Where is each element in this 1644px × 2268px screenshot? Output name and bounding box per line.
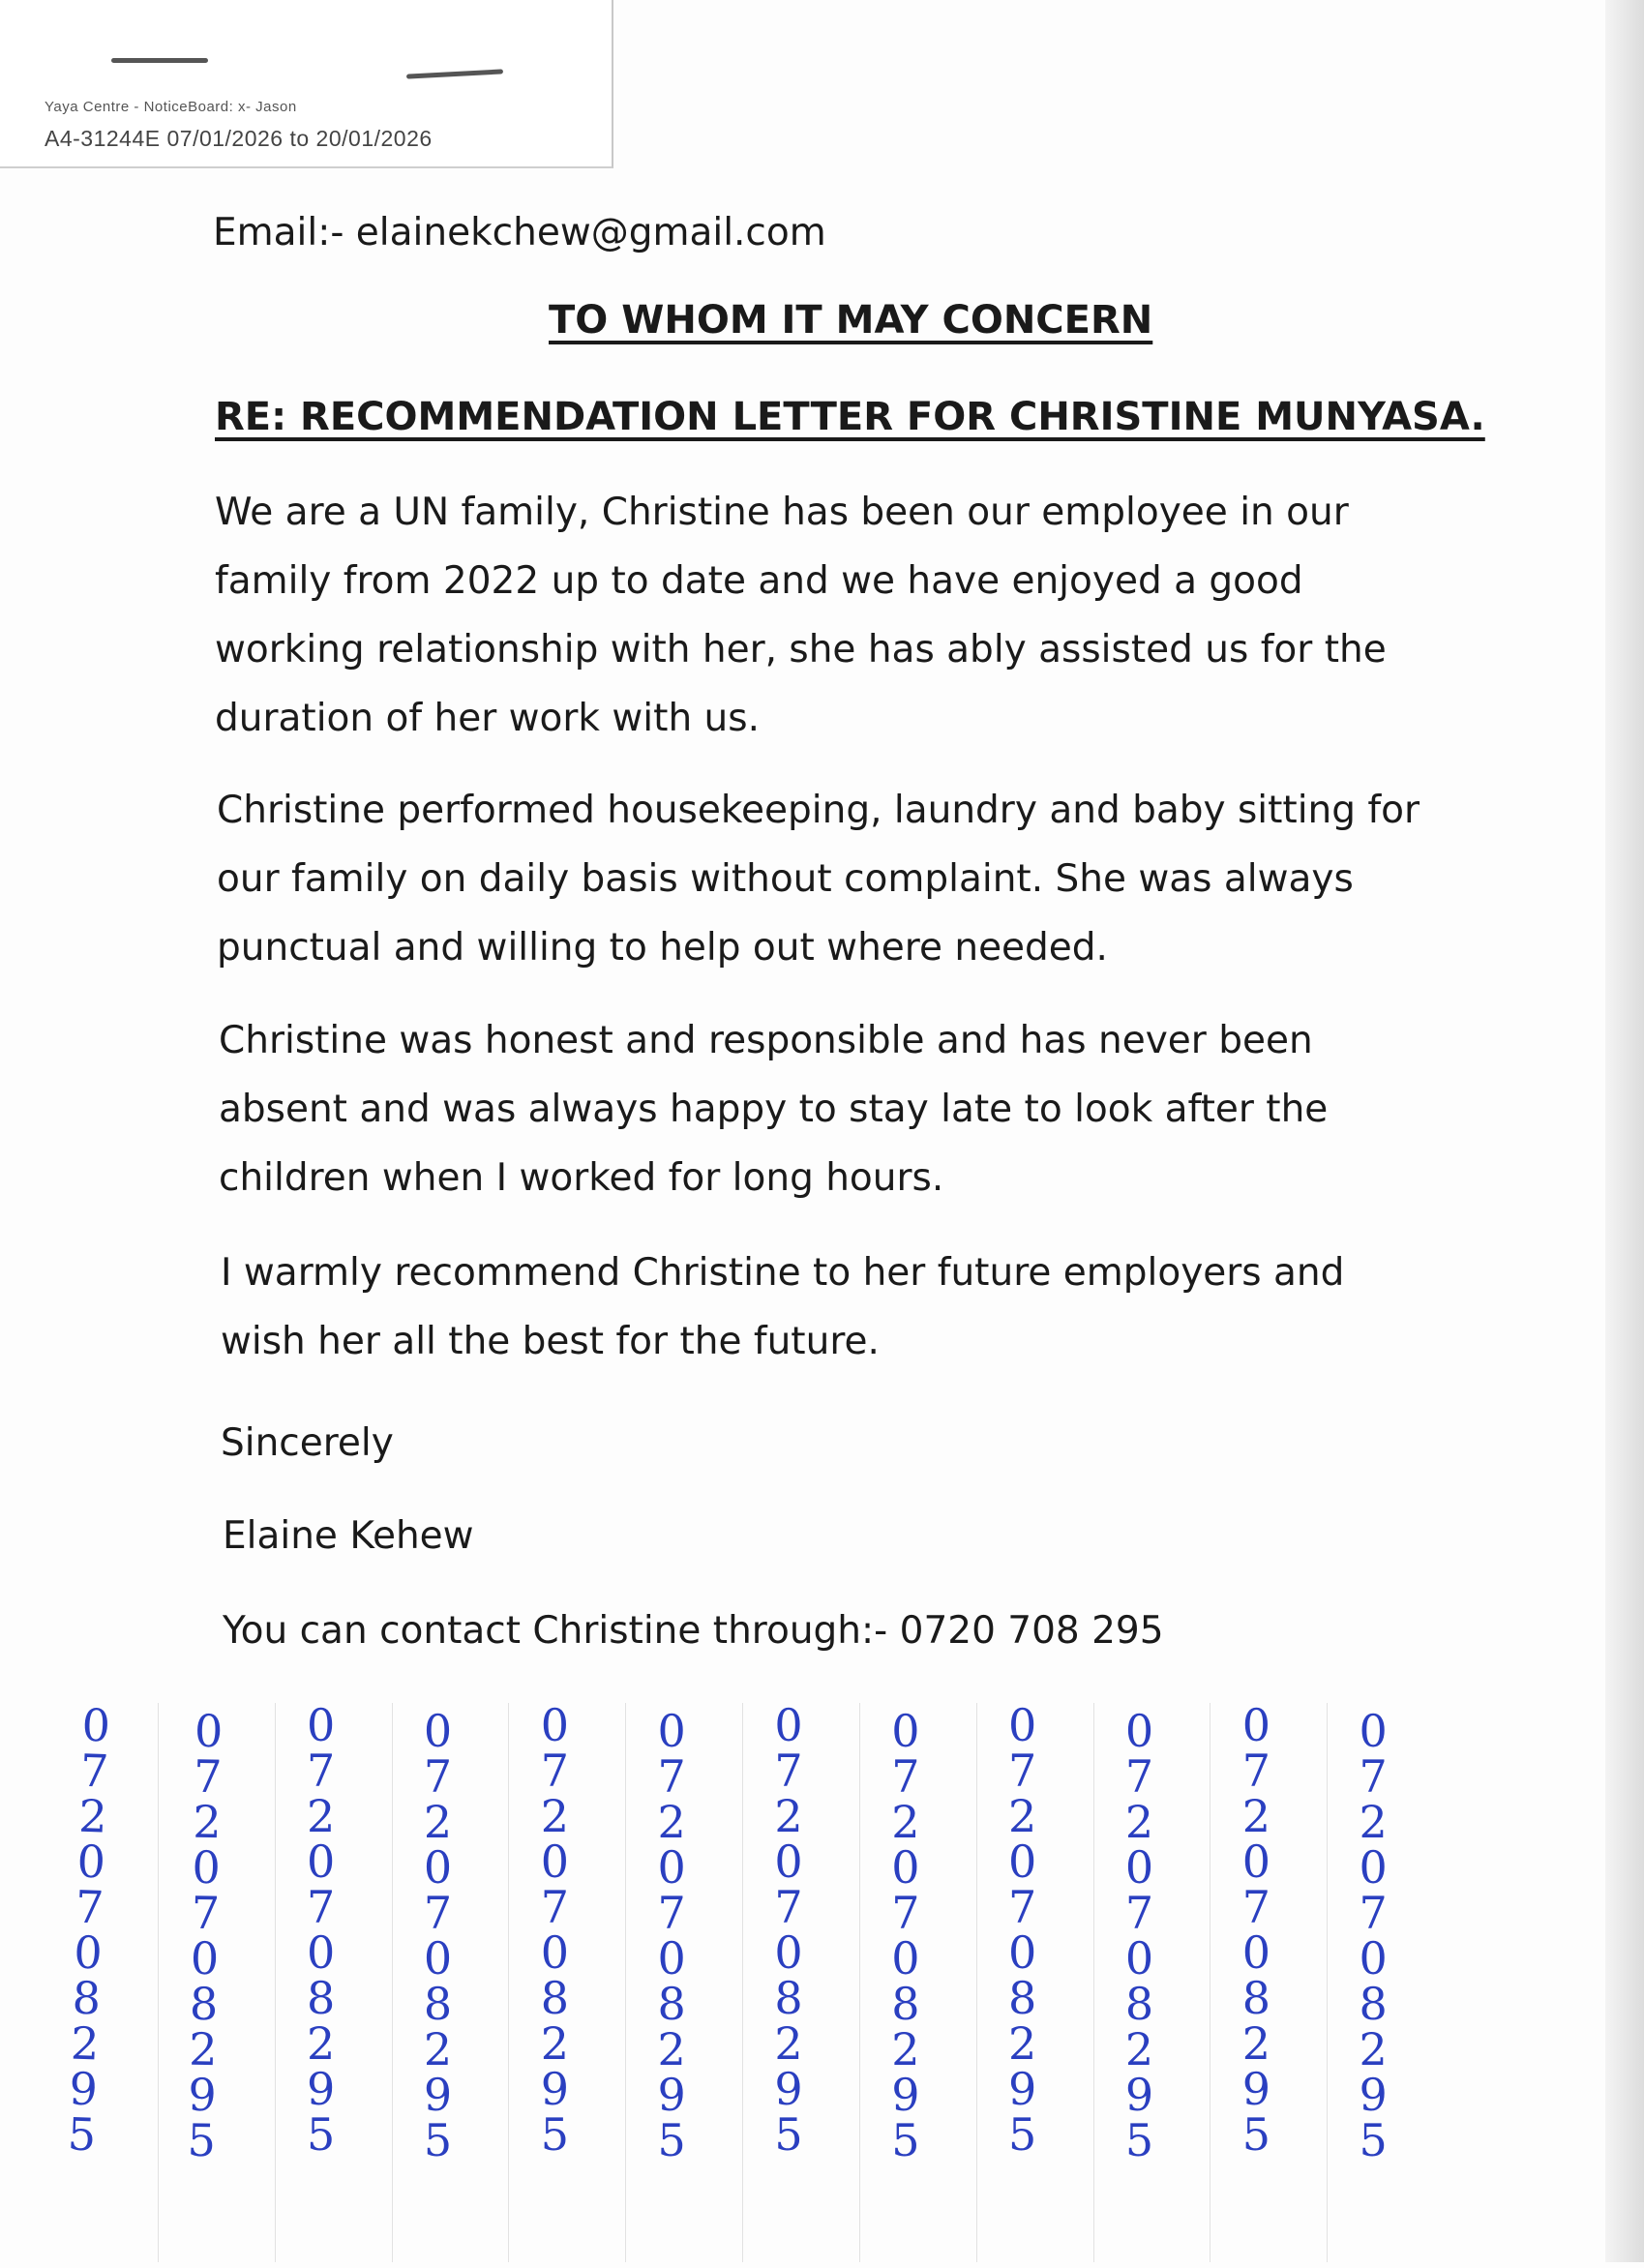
tab-digit: 2 (1008, 2017, 1037, 2070)
tab-digit: 0 (657, 1932, 686, 1984)
tab-digit: 0 (1124, 1705, 1154, 1757)
tab-digit: 7 (1124, 1887, 1154, 1939)
tab-digit: 2 (1241, 2017, 1270, 2070)
tab-digit: 7 (79, 1744, 110, 1798)
tab-digit: 0 (423, 1841, 453, 1894)
paragraph-line: children when I worked for long hours. (219, 1156, 944, 1200)
tab-digit: 8 (1241, 1972, 1270, 2024)
tab-digit: 5 (540, 2108, 569, 2161)
paragraph-line: Christine performed housekeeping, laundry and baby sitting for (217, 789, 1420, 832)
tab-digit: 0 (540, 1926, 569, 1979)
tab-digit: 8 (307, 1972, 336, 2024)
tab-digit: 8 (1359, 1978, 1388, 2030)
tab-digit: 7 (423, 1887, 453, 1939)
noticeboard-stamp (0, 0, 613, 168)
paragraph-3 (219, 1006, 1328, 1212)
email-line: Email:- elainekchew@gmail.com (213, 211, 826, 254)
paragraph-line: duration of her work with us. (215, 697, 760, 740)
tear-off-tab[interactable] (409, 1705, 467, 2268)
tear-off-tab[interactable] (292, 1699, 350, 2262)
tab-digit: 0 (891, 1705, 920, 1757)
tab-cut-line (625, 1703, 626, 2262)
tab-digit: 8 (71, 1971, 103, 2025)
tab-digit: 7 (193, 1749, 223, 1804)
tab-digit: 2 (423, 2023, 453, 2075)
tab-digit: 5 (774, 2108, 803, 2161)
tab-digit: 9 (891, 2069, 920, 2121)
tab-digit: 7 (1241, 1881, 1270, 1933)
tab-digit: 0 (80, 1698, 111, 1752)
paragraph-line: We are a UN family, Christine has been our employee in our (215, 491, 1349, 534)
tab-digit: 0 (540, 1835, 569, 1888)
tab-digit: 0 (73, 1925, 104, 1980)
signature-name: Elaine Kehew (223, 1514, 474, 1558)
tab-digit: 2 (891, 2023, 920, 2075)
paragraph-1 (215, 478, 1387, 753)
tab-digit: 7 (307, 1881, 336, 1933)
tear-off-tab[interactable] (994, 1699, 1052, 2262)
tab-digit: 5 (657, 2114, 686, 2166)
tab-digit: 9 (540, 2063, 569, 2115)
tab-digit: 2 (77, 1789, 108, 1843)
tab-digit: 0 (191, 1840, 222, 1895)
stamp-location: Yaya Centre - NoticeBoard: x- Jason (45, 99, 297, 115)
tab-digit: 8 (189, 1977, 219, 2031)
tab-digit: 7 (657, 1887, 686, 1939)
paragraph-line: punctual and willing to help out where needed. (217, 926, 1108, 970)
closing: Sincerely (221, 1421, 394, 1465)
tab-digit: 0 (891, 1841, 920, 1894)
tab-digit: 8 (1008, 1972, 1037, 2024)
paragraph-line: I warmly recommend Christine to her future employers and (221, 1251, 1345, 1295)
tab-digit: 0 (75, 1835, 106, 1889)
tab-cut-line (158, 1703, 159, 2262)
tab-digit: 0 (891, 1932, 920, 1984)
tab-cut-line (392, 1703, 393, 2262)
tab-digit: 7 (1359, 1887, 1388, 1939)
paragraph-2 (217, 776, 1420, 982)
tab-digit: 7 (423, 1750, 453, 1803)
tab-digit: 7 (891, 1750, 920, 1803)
redaction-mark (111, 58, 208, 63)
tab-digit: 0 (774, 1835, 803, 1888)
tab-digit: 0 (1359, 1705, 1388, 1757)
tab-digit: 7 (1241, 1745, 1270, 1797)
tab-digit: 2 (1359, 2023, 1388, 2075)
tab-digit: 0 (307, 1835, 336, 1888)
tab-cut-line (742, 1703, 743, 2262)
tab-digit: 9 (1008, 2063, 1037, 2115)
paragraph-line: working relationship with her, she has ably assisted us for the (215, 628, 1387, 671)
tab-digit: 2 (70, 2016, 101, 2071)
tab-digit: 9 (68, 2062, 99, 2116)
tab-digit: 2 (307, 1790, 336, 1842)
salutation-heading: TO WHOM IT MAY CONCERN (549, 298, 1153, 343)
tab-cut-line (508, 1703, 509, 2262)
tab-digit: 9 (187, 2068, 218, 2122)
tab-digit: 0 (423, 1705, 453, 1757)
tab-digit: 8 (891, 1978, 920, 2030)
paragraph-4 (221, 1238, 1344, 1376)
tab-digit: 7 (540, 1745, 569, 1797)
tab-digit: 7 (657, 1750, 686, 1803)
tab-digit: 7 (891, 1887, 920, 1939)
tab-digit: 7 (191, 1886, 221, 1940)
tab-digit: 8 (774, 1972, 803, 2024)
tab-digit: 2 (774, 1790, 803, 1842)
tab-digit: 5 (1241, 2108, 1270, 2161)
tab-digit: 2 (188, 2022, 218, 2076)
page-edge (1605, 0, 1644, 2262)
tab-digit: 2 (657, 2023, 686, 2075)
tab-digit: 2 (192, 1795, 222, 1849)
tab-digit: 2 (307, 2017, 336, 2070)
tab-digit: 7 (1124, 1750, 1154, 1803)
paragraph-line: absent and was always happy to stay late to look after the (219, 1088, 1329, 1131)
paragraph-line: Christine was honest and responsible and has never been (219, 1019, 1313, 1062)
tear-off-tab[interactable] (1111, 1705, 1169, 2268)
tab-digit: 2 (423, 1796, 453, 1848)
tab-digit: 5 (1124, 2114, 1154, 2166)
tab-digit: 9 (657, 2069, 686, 2121)
tab-digit: 7 (774, 1745, 803, 1797)
tab-digit: 7 (307, 1745, 336, 1797)
tab-digit: 0 (1241, 1926, 1270, 1979)
tab-digit: 9 (307, 2063, 336, 2115)
tear-off-tab[interactable] (760, 1699, 818, 2262)
tab-digit: 2 (1124, 2023, 1154, 2075)
tab-digit: 5 (423, 2114, 453, 2166)
tab-digit: 7 (1008, 1745, 1037, 1797)
tab-digit: 8 (540, 1972, 569, 2024)
tab-digit: 0 (1241, 1699, 1270, 1751)
tab-digit: 0 (774, 1926, 803, 1979)
tear-off-tab[interactable] (525, 1699, 583, 2262)
stamp-reference-dates: A4-31244E 07/01/2026 to 20/01/2026 (45, 126, 433, 151)
tab-cut-line (859, 1703, 860, 2262)
paragraph-line: wish her all the best for the future. (221, 1320, 880, 1363)
tab-digit: 0 (1124, 1841, 1154, 1894)
tab-digit: 2 (891, 1796, 920, 1848)
tab-digit: 0 (190, 1931, 220, 1985)
tear-off-phone-tabs (48, 1698, 1480, 2262)
tab-digit: 0 (1359, 1932, 1388, 1984)
tab-digit: 9 (1241, 2063, 1270, 2115)
paragraph-line: our family on daily basis without complaint. She was always (217, 857, 1354, 901)
tab-digit: 7 (540, 1881, 569, 1933)
tab-digit: 0 (423, 1932, 453, 1984)
tab-cut-line (976, 1703, 977, 2262)
tab-cut-line (275, 1703, 276, 2262)
tab-digit: 5 (1008, 2108, 1037, 2161)
tab-digit: 9 (1124, 2069, 1154, 2121)
tab-digit: 0 (1124, 1932, 1154, 1984)
tab-digit: 5 (186, 2113, 217, 2167)
tab-digit: 7 (1008, 1881, 1037, 1933)
tab-digit: 2 (657, 1796, 686, 1848)
paragraph-line: family from 2022 up to date and we have enjoyed a good (215, 559, 1303, 603)
tab-digit: 0 (657, 1841, 686, 1894)
tear-off-tab[interactable] (643, 1705, 701, 2268)
tab-digit: 7 (774, 1881, 803, 1933)
tear-off-tab[interactable] (877, 1705, 935, 2268)
tab-digit: 8 (1124, 1978, 1154, 2030)
tab-digit: 2 (540, 2017, 569, 2070)
tear-off-tab[interactable] (170, 1704, 238, 2268)
tab-digit: 0 (774, 1699, 803, 1751)
tab-digit: 2 (774, 2017, 803, 2070)
tear-off-tab[interactable] (48, 1698, 126, 2263)
tab-digit: 5 (307, 2108, 336, 2161)
tab-digit: 0 (307, 1699, 336, 1751)
tab-digit: 0 (194, 1704, 224, 1758)
tab-digit: 7 (75, 1880, 105, 1934)
tab-digit: 0 (1008, 1926, 1037, 1979)
tab-digit: 0 (307, 1926, 336, 1979)
tab-digit: 5 (1359, 2114, 1388, 2166)
tab-digit: 0 (540, 1699, 569, 1751)
tab-digit: 2 (1124, 1796, 1154, 1848)
tab-digit: 9 (1359, 2069, 1388, 2121)
tab-digit: 5 (66, 2107, 98, 2162)
tab-cut-line (1210, 1703, 1211, 2262)
tab-digit: 7 (1359, 1750, 1388, 1803)
tear-off-tab[interactable] (1344, 1705, 1402, 2268)
tab-digit: 2 (540, 1790, 569, 1842)
tab-cut-line (1327, 1703, 1328, 2262)
tab-digit: 0 (657, 1705, 686, 1757)
tab-digit: 5 (891, 2114, 920, 2166)
tear-off-tab[interactable] (1227, 1699, 1285, 2262)
redaction-mark (406, 69, 503, 78)
tab-digit: 2 (1241, 1790, 1270, 1842)
subject-heading: RE: RECOMMENDATION LETTER FOR CHRISTINE MUNYASA. (215, 395, 1485, 439)
tab-digit: 0 (1241, 1835, 1270, 1888)
tab-digit: 8 (657, 1978, 686, 2030)
tab-digit: 0 (1008, 1699, 1037, 1751)
tab-cut-line (1093, 1703, 1094, 2262)
tab-digit: 9 (774, 2063, 803, 2115)
contact-line: You can contact Christine through:- 0720 708 295 (223, 1609, 1164, 1653)
tab-digit: 0 (1008, 1835, 1037, 1888)
tab-digit: 2 (1359, 1796, 1388, 1848)
tab-digit: 2 (1008, 1790, 1037, 1842)
tab-digit: 8 (423, 1978, 453, 2030)
tab-digit: 9 (423, 2069, 453, 2121)
tab-digit: 0 (1359, 1841, 1388, 1894)
